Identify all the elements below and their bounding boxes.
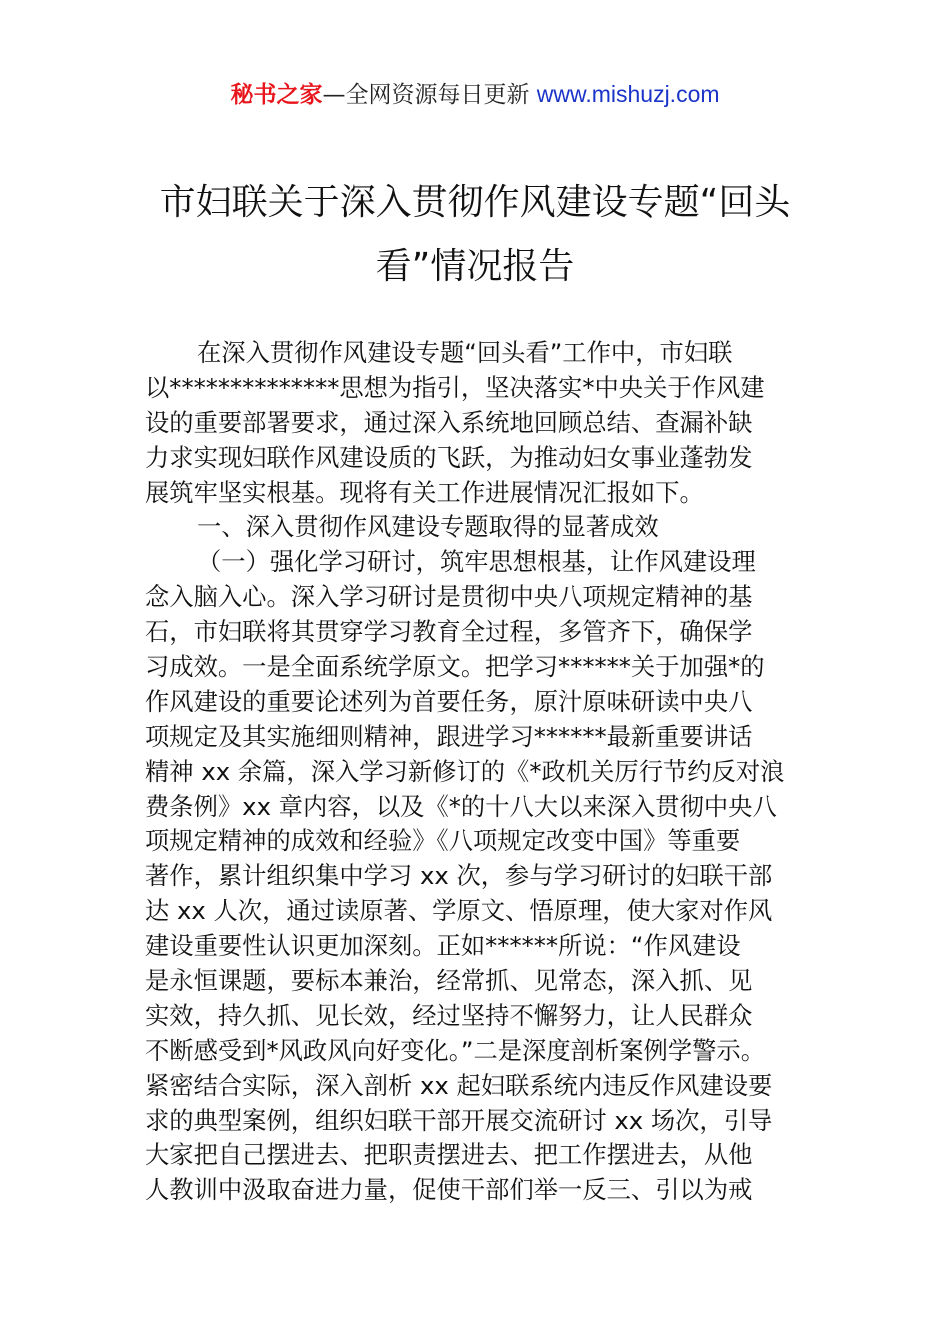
body-line: 石，市妇联将其贯穿学习教育全过程，多管齐下，确保学 — [145, 617, 753, 647]
document-body — [145, 336, 815, 1208]
body-line: 在深入贯彻作风建设专题“回头看”工作中，市妇联 — [197, 338, 733, 367]
body-line: 实效，持久抓、见长效，经过坚持不懈努力，让人民群众 — [145, 1000, 753, 1030]
site-url-link[interactable]: www.mishuzj.com — [536, 81, 720, 107]
body-line: 求的典型案例，组织妇联干部开展交流研讨 xx 场次，引导 — [145, 1105, 773, 1135]
body-line: 展筑牢坚实根基。现将有关工作进展情况汇报如下。 — [145, 477, 704, 507]
body-line: 著作，累计组织集中学习 xx 次，参与学习研讨的妇联干部 — [145, 861, 773, 891]
brand-name: 秘书之家 — [230, 82, 323, 108]
body-line: 习成效。一是全面系统学原文。把学习******关于加强*的 — [145, 652, 765, 682]
body-line: 是永恒课题，要标本兼治，经常抓、见常态，深入抓、见 — [145, 966, 753, 996]
body-line: 大家把自己摆进去、把职责摆进去、把工作摆进去，从他 — [145, 1140, 753, 1170]
document-title-line-1: 市妇联关于深入贯彻作风建设专题“回头 — [159, 182, 791, 223]
header-slogan: —全网资源每日更新 — [322, 82, 537, 108]
body-line: 人教训中汲取奋进力量，促使干部们举一反三、引以为戒 — [145, 1175, 753, 1205]
body-line: 以**************思想为指引，坚决落实*中央关于作风建 — [145, 372, 765, 402]
body-line: 建设重要性认识更加深刻。正如******所说：“作风建设 — [145, 931, 741, 961]
body-line: 设的重要部署要求，通过深入系统地回顾总结、查漏补缺 — [145, 407, 753, 437]
body-line: 费条例》xx 章内容，以及《*的十八大以来深入贯彻中央八 — [145, 791, 777, 821]
body-line: 作风建设的重要论述列为首要任务，原汁原味研读中央八 — [145, 686, 753, 716]
site-header — [0, 76, 950, 113]
subsection-heading: （一）强化学习研讨，筑牢思想根基，让作风建设理 — [197, 547, 756, 577]
body-line: 精神 xx 余篇，深入学习新修订的《*政机关厉行节约反对浪 — [145, 756, 785, 786]
body-line: 紧密结合实际，深入剖析 xx 起妇联系统内违反作风建设要 — [145, 1070, 773, 1100]
body-line: 达 xx 人次，通过读原著、学原文、悟原理，使大家对作风 — [145, 896, 773, 926]
document-title-line-2: 看”情况报告 — [375, 246, 575, 287]
section-heading: 一、深入贯彻作风建设专题取得的显著成效 — [197, 512, 659, 542]
body-line: 不断感受到*风政风向好变化。”二是深度剖析案例学警示。 — [145, 1035, 766, 1065]
body-line: 力求实现妇联作风建设质的飞跃，为推动妇女事业蓬勃发 — [145, 442, 753, 472]
body-line: 项规定精神的成效和经验》《八项规定改变中国》等重要 — [145, 826, 741, 856]
body-line: 念入脑入心。深入学习研讨是贯彻中央八项规定精神的基 — [145, 582, 753, 612]
body-line: 项规定及其实施细则精神，跟进学习******最新重要讲话 — [145, 721, 753, 751]
